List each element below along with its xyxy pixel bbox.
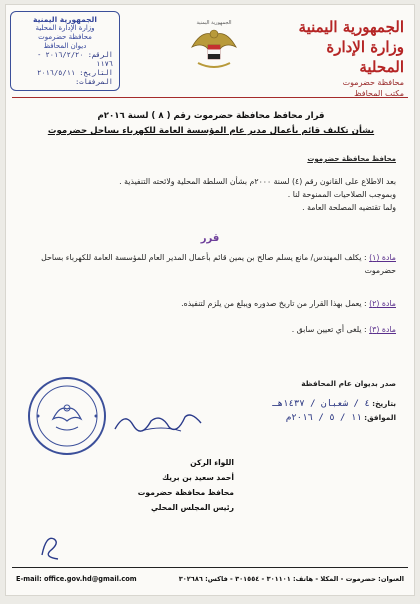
issued-block — [272, 377, 396, 425]
section-label: محافظ محافظة حضرموت — [307, 155, 396, 163]
yemen-emblem-icon — [184, 17, 244, 77]
ref-attach-label: المرفقات — [79, 78, 113, 86]
issued-greg-value: ١١ / ٥ / ٢٠١٦م — [285, 413, 362, 423]
ref-attach-row: المرفقات: — [75, 78, 113, 86]
preamble-line: بعد الاطلاع على القانون رقم (٤) لسنة ٢٠٠٠م بشأن السلطة المحلية ولائحته التنفيذية . — [119, 177, 396, 186]
letterhead-line2: وزارة الإدارة المحلية — [326, 38, 404, 76]
issued-hijri-value: ٤ / شعبان / ١٤٣٧هـ — [272, 399, 370, 409]
decides-heading: قرر — [200, 233, 220, 244]
header-divider — [12, 97, 408, 98]
article-2-text: : يعمل بهذا القرار من تاريخ صدوره ويبلغ من يلزم لتنفيذه. — [181, 299, 367, 308]
signatory-rank: اللواء الركن — [190, 458, 234, 467]
ref-stamp-line2: وزارة الإدارة المحلية — [35, 24, 95, 32]
governor-seal — [26, 375, 108, 457]
ref-number-value: ٢٠١٦/٢/٢٠ - ١١٧٦ — [37, 51, 113, 68]
ref-stamp-line4: ديوان المحافظ — [43, 42, 87, 50]
article-2 — [26, 297, 396, 310]
emblem-text: الجمهورية اليمنية — [196, 20, 232, 26]
letterhead-line3: محافظة حضرموت — [342, 78, 404, 87]
issued-hijri-row — [272, 397, 396, 411]
signatory-name: أحمد سعيد بن بريك — [162, 473, 234, 482]
letterhead — [292, 17, 404, 99]
article-3-text: : يلغى أي تعيين سابق . — [291, 325, 367, 334]
issued-greg-label: الموافق: — [364, 413, 396, 422]
footer-email: E-mail: office.gov.hd@gmail.com — [16, 575, 137, 583]
signature — [111, 407, 206, 437]
reference-stamp — [10, 11, 120, 91]
handwritten-mark — [36, 525, 66, 563]
signatory-title1: محافظ محافظة حضرموت — [137, 488, 234, 497]
issued-greg-row — [272, 411, 396, 425]
ref-date-value: ٢٠١٦/٥/١١ — [37, 69, 76, 77]
ref-stamp-line3: محافظة حضرموت — [38, 33, 92, 41]
article-3 — [26, 323, 396, 336]
preamble-line: ولما تقتضيه المصلحة العامة . — [302, 203, 396, 212]
article-1-text: : يكلف المهندس/ مانع يسلم صالح بن يمين قائم بأعمال المدير العام للمؤسسة العامة للكهرباء بساحل حضرموت — [41, 253, 396, 275]
ref-stamp-line1: الجمهورية اليمنية — [33, 15, 97, 24]
document-page — [5, 4, 415, 596]
ref-number-row: الرقم: ٢٠١٦/٢/٢٠ - ١١٧٦ — [37, 51, 113, 68]
ref-date-label: التاريخ — [83, 69, 113, 77]
letterhead-line4: مكتب المحافظ — [354, 89, 404, 98]
signatory-block — [124, 455, 234, 515]
article-3-label: مادة (٣) — [369, 325, 396, 334]
signatory-title2: رئيس المجلس المحلي — [151, 503, 234, 512]
preamble — [26, 175, 396, 214]
issued-label: صدر بديوان عام المحافظة — [301, 379, 396, 388]
article-2-label: مادة (٢) — [369, 299, 396, 308]
ref-date-row: التاريخ: ٢٠١٦/٥/١١ — [37, 69, 113, 77]
ref-number-label: الرقم — [91, 51, 113, 59]
article-1-label: مادة (١) — [369, 253, 396, 262]
footer-address: العنوان: حضرموت - المكلا - هاتف: ٣٠١١٠١ - ٣٠١٥٥٤ - فاكس: ٣٠٢٦٨٦ — [178, 575, 404, 583]
article-1 — [26, 251, 396, 277]
issued-hijri-label: بتاريخ: — [372, 399, 396, 408]
preamble-line: وبموجب الصلاحيات الممنوحة لنا . — [287, 190, 396, 199]
decision-title-line2: بشأن تكليف قائم بأعمال مدير عام المؤسسة العامة للكهرباء بساحل حضرموت — [47, 126, 375, 136]
decision-title-line1: قرار محافظ محافظة حضرموت رقم ( ٨ ) لسنة ٢٠١٦م — [97, 111, 325, 121]
decision-title — [26, 109, 396, 139]
footer — [12, 567, 408, 590]
letterhead-line1: الجمهورية اليمنية — [298, 18, 404, 36]
